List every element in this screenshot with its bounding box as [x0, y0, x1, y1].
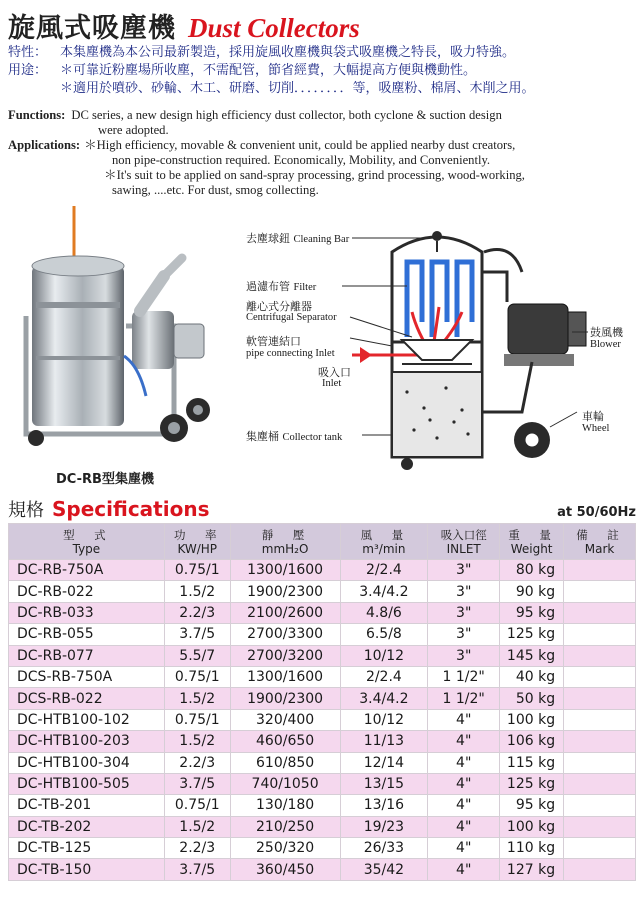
- label-blower-zh: 鼓風機: [590, 326, 623, 339]
- table-row: [9, 624, 636, 645]
- cutaway-diagram: [232, 212, 636, 482]
- cell-pressure: 210/250: [230, 816, 340, 837]
- cell-weight: 106 kg: [500, 731, 564, 752]
- cell-power: 1.5/2: [164, 688, 230, 709]
- cell-type: DC-RB-055: [9, 624, 165, 645]
- cell-power: 5.5/7: [164, 645, 230, 666]
- cell-weight: 50 kg: [500, 688, 564, 709]
- cell-power: 1.5/2: [164, 731, 230, 752]
- cell-type: DC-HTB100-102: [9, 709, 165, 730]
- filter-zh: 過濾布管: [246, 280, 290, 293]
- cell-inlet: 4": [428, 773, 500, 794]
- photo-caption: DC-RB型集塵機: [56, 472, 154, 487]
- cell-mark: [564, 773, 636, 794]
- cell-type: DC-RB-077: [9, 645, 165, 666]
- table-row: [9, 581, 636, 602]
- cell-weight: 110 kg: [500, 838, 564, 859]
- cell-pressure: 1900/2300: [230, 581, 340, 602]
- use-line-2: [8, 80, 636, 98]
- table-row: [9, 816, 636, 837]
- cell-airflow: 3.4/4.2: [340, 581, 428, 602]
- table-row: [9, 666, 636, 687]
- table-row: [9, 838, 636, 859]
- column-header-airflow: 風 量 m³/min: [340, 524, 428, 560]
- cell-weight: 90 kg: [500, 581, 564, 602]
- table-row: [9, 709, 636, 730]
- cell-mark: [564, 752, 636, 773]
- cell-type: DC-HTB100-304: [9, 752, 165, 773]
- cell-airflow: 6.5/8: [340, 624, 428, 645]
- applications-text-2: non pipe-construction required. Economically, Mobility, and Conveniently.: [112, 153, 491, 167]
- cell-weight: 100 kg: [500, 816, 564, 837]
- use-text-2: ＊適用於噴砂、砂輪、木工、研磨、切削．．．．．．．．等，吸塵粉、棉屑、木削之用。: [60, 81, 535, 96]
- cell-type: DCS-RB-022: [9, 688, 165, 709]
- tank-en: Collector tank: [282, 432, 343, 443]
- cell-power: 3.7/5: [164, 624, 230, 645]
- cell-weight: 40 kg: [500, 666, 564, 687]
- cell-inlet: 3": [428, 602, 500, 623]
- cell-inlet: 4": [428, 816, 500, 837]
- cell-power: 0.75/1: [164, 709, 230, 730]
- column-header-power: 功 率 KW/HP: [164, 524, 230, 560]
- cell-airflow: 11/13: [340, 731, 428, 752]
- page-title: [8, 6, 360, 44]
- cell-type: DC-HTB100-505: [9, 773, 165, 794]
- cell-pressure: 1300/1600: [230, 666, 340, 687]
- specifications-header: [8, 496, 636, 522]
- cell-weight: 80 kg: [500, 560, 564, 581]
- specifications-table: [8, 523, 636, 881]
- label-filter: [246, 278, 316, 294]
- label-inlet-en: Inlet: [322, 378, 342, 389]
- cell-pressure: 1300/1600: [230, 560, 340, 581]
- cell-inlet: 4": [428, 731, 500, 752]
- cell-power: 3.7/5: [164, 859, 230, 880]
- table-row: [9, 645, 636, 666]
- cell-pressure: 2700/3200: [230, 645, 340, 666]
- cell-type: DC-HTB100-203: [9, 731, 165, 752]
- label-separator-zh: 離心式分離器: [246, 300, 312, 313]
- spec-title-en: Specifications: [52, 497, 210, 521]
- label-pipe-zh: 軟管連結口: [246, 335, 301, 348]
- cell-inlet: 1 1/2": [428, 666, 500, 687]
- cell-weight: 145 kg: [500, 645, 564, 666]
- cell-airflow: 12/14: [340, 752, 428, 773]
- cell-airflow: 13/15: [340, 773, 428, 794]
- column-header-mark: 備 註 Mark: [564, 524, 636, 560]
- cell-inlet: 3": [428, 581, 500, 602]
- label-cleaning-bar: [246, 230, 349, 246]
- applications-text-3: ＊It's suit to be applied on sand-spray processing, grind processing, wood-working,: [104, 168, 525, 182]
- label-inlet-zh: 吸入口: [318, 366, 351, 379]
- spec-title-zh: 規格: [8, 500, 44, 521]
- functions-row: [8, 108, 636, 123]
- cell-airflow: 4.8/6: [340, 602, 428, 623]
- applications-text-1: ＊High efficiency, movable & convenient unit, could be applied nearby dust creators,: [84, 138, 516, 152]
- applications-text-4: sawing, ....etc. For dust, smog collecting.: [112, 183, 319, 197]
- cell-mark: [564, 602, 636, 623]
- feature-text: 本集塵機為本公司最新製造，採用旋風收塵機與袋式吸塵機之特長，吸力特強。: [60, 45, 516, 60]
- chinese-description: [8, 44, 636, 98]
- cell-mark: [564, 645, 636, 666]
- cell-inlet: 4": [428, 752, 500, 773]
- cell-airflow: 2/2.4: [340, 666, 428, 687]
- table-row: [9, 773, 636, 794]
- cell-mark: [564, 859, 636, 880]
- cell-mark: [564, 666, 636, 687]
- applications-row: [8, 138, 636, 153]
- cell-pressure: 2700/3300: [230, 624, 340, 645]
- cleaning-bar-en: Cleaning Bar: [293, 234, 350, 245]
- use-label: 用途：: [8, 63, 48, 78]
- column-header-inlet: 吸入口徑 INLET: [428, 524, 500, 560]
- cell-power: 0.75/1: [164, 666, 230, 687]
- functions-label: Functions:: [8, 108, 66, 122]
- column-header-weight: 重 量 Weight: [500, 524, 564, 560]
- table-row: [9, 731, 636, 752]
- cell-weight: 127 kg: [500, 859, 564, 880]
- cell-mark: [564, 709, 636, 730]
- cleaning-bar-zh: 去塵球鈕: [246, 232, 290, 245]
- table-body: [9, 560, 636, 881]
- cell-mark: [564, 624, 636, 645]
- cell-power: 2.2/3: [164, 838, 230, 859]
- cell-type: DC-TB-202: [9, 816, 165, 837]
- cell-pressure: 1900/2300: [230, 688, 340, 709]
- column-header-pressure: 靜 壓 mmH₂O: [230, 524, 340, 560]
- use-line: [8, 62, 636, 80]
- cell-airflow: 19/23: [340, 816, 428, 837]
- cell-pressure: 360/450: [230, 859, 340, 880]
- spec-frequency: at 50/60Hz: [557, 505, 636, 520]
- cell-power: 2.2/3: [164, 752, 230, 773]
- cell-weight: 125 kg: [500, 773, 564, 794]
- cell-weight: 95 kg: [500, 795, 564, 816]
- functions-text-1: DC series, a new design high efficiency dust collector, both cyclone & suction design: [71, 108, 502, 122]
- product-photo: [14, 206, 224, 456]
- cell-power: 0.75/1: [164, 560, 230, 581]
- cell-pressure: 460/650: [230, 731, 340, 752]
- cell-inlet: 4": [428, 859, 500, 880]
- cell-pressure: 130/180: [230, 795, 340, 816]
- title-chinese: 旋風式吸塵機: [8, 13, 176, 44]
- cell-mark: [564, 816, 636, 837]
- table-row: [9, 795, 636, 816]
- cell-pressure: 740/1050: [230, 773, 340, 794]
- cell-inlet: 1 1/2": [428, 688, 500, 709]
- cell-mark: [564, 688, 636, 709]
- title-english: Dust Collectors: [188, 13, 360, 43]
- cell-type: DC-RB-022: [9, 581, 165, 602]
- label-blower-en: Blower: [590, 339, 621, 350]
- cell-power: 1.5/2: [164, 581, 230, 602]
- table-row: [9, 602, 636, 623]
- cell-power: 1.5/2: [164, 816, 230, 837]
- cell-inlet: 4": [428, 795, 500, 816]
- cell-power: 2.2/3: [164, 602, 230, 623]
- cell-pressure: 2100/2600: [230, 602, 340, 623]
- cell-airflow: 10/12: [340, 709, 428, 730]
- applications-label: Applications:: [8, 138, 81, 152]
- table-row: [9, 560, 636, 581]
- cell-type: DC-RB-750A: [9, 560, 165, 581]
- table-row: [9, 688, 636, 709]
- cell-weight: 125 kg: [500, 624, 564, 645]
- cell-inlet: 3": [428, 624, 500, 645]
- cell-inlet: 3": [428, 645, 500, 666]
- cell-type: DC-TB-201: [9, 795, 165, 816]
- functions-text-2: were adopted.: [98, 123, 169, 137]
- label-pipe-en: pipe connecting Inlet: [246, 348, 335, 359]
- cell-airflow: 13/16: [340, 795, 428, 816]
- cell-weight: 95 kg: [500, 602, 564, 623]
- cell-pressure: 250/320: [230, 838, 340, 859]
- cell-mark: [564, 838, 636, 859]
- column-header-type: 型 式 Type: [9, 524, 165, 560]
- filter-en: Filter: [293, 282, 317, 293]
- cell-type: DC-TB-125: [9, 838, 165, 859]
- cell-mark: [564, 795, 636, 816]
- label-wheel-en: Wheel: [582, 423, 610, 434]
- table-row: [9, 752, 636, 773]
- label-separator-en: Centrifugal Separator: [246, 312, 337, 323]
- feature-line: [8, 44, 636, 62]
- cell-weight: 100 kg: [500, 709, 564, 730]
- cell-mark: [564, 731, 636, 752]
- cell-mark: [564, 581, 636, 602]
- cell-inlet: 4": [428, 838, 500, 859]
- cell-type: DC-RB-033: [9, 602, 165, 623]
- tank-zh: 集塵桶: [246, 430, 279, 443]
- table-header-row: [9, 524, 636, 560]
- cell-type: DC-TB-150: [9, 859, 165, 880]
- table-row: [9, 859, 636, 880]
- cell-inlet: 4": [428, 709, 500, 730]
- use-text-1: ＊可靠近粉塵場所收塵，不需配管，節省經費，大幅提高方便與機動性。: [60, 63, 477, 78]
- feature-label: 特性：: [8, 45, 48, 60]
- english-description: [8, 108, 636, 198]
- cell-airflow: 35/42: [340, 859, 428, 880]
- cell-airflow: 3.4/4.2: [340, 688, 428, 709]
- cell-mark: [564, 560, 636, 581]
- label-tank: [246, 428, 342, 444]
- cell-type: DCS-RB-750A: [9, 666, 165, 687]
- cell-power: 3.7/5: [164, 773, 230, 794]
- cell-airflow: 10/12: [340, 645, 428, 666]
- cell-inlet: 3": [428, 560, 500, 581]
- cell-power: 0.75/1: [164, 795, 230, 816]
- cell-pressure: 610/850: [230, 752, 340, 773]
- label-wheel-zh: 車輪: [582, 410, 604, 423]
- cell-weight: 115 kg: [500, 752, 564, 773]
- cell-airflow: 26/33: [340, 838, 428, 859]
- cell-pressure: 320/400: [230, 709, 340, 730]
- cell-airflow: 2/2.4: [340, 560, 428, 581]
